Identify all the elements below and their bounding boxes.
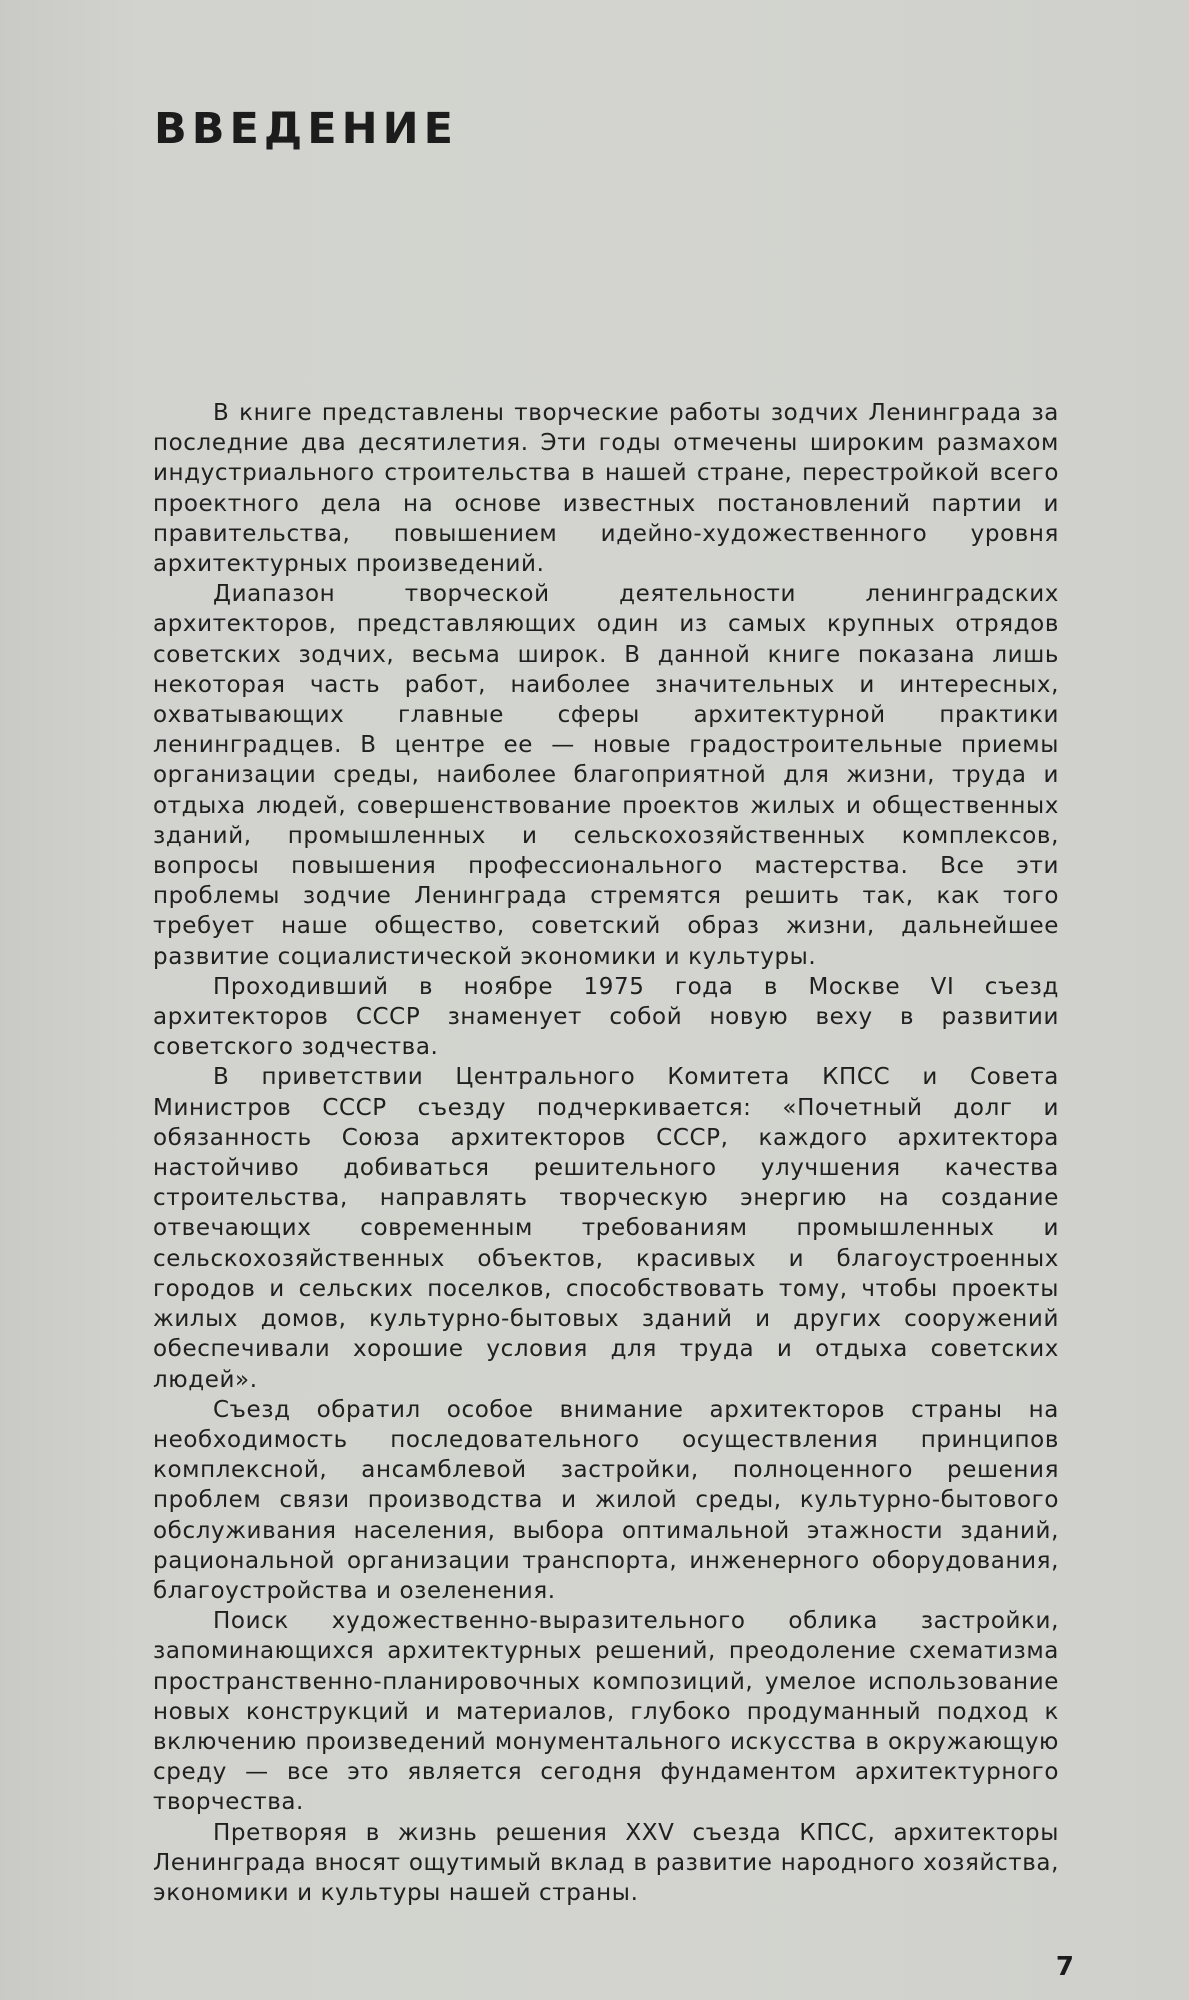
paragraph: В книге представлены творческие работы зодчих Ленинграда за последние два десятилетия. Эти годы отмечены широким размахом индустриального строительства в нашей стране, перестройкой всего проектного дела на основе известных постановлений партии и правительства, повышением идейно-художественного уровня архитектурных произведений. (153, 400, 1059, 578)
paragraph: Поиск художественно-выразительного облика застройки, запоминающихся архитектурных решений, преодоление схематизма пространственно-планировочных композиций, умелое использование новых конструкций и материалов, глубоко продуманный подход к включению произведений монументального искусства в окружающую среду — все это является сегодня фундаментом архитектурного творчества. (153, 1608, 1059, 1816)
paragraph: Диапазон творческой деятельности ленинградских архитекторов, представляющих один из самых крупных отрядов советских зодчих, весьма широк. В данной книге показана лишь некоторая часть работ, наиболее значительных и интересных, охватывающих главные сферы архитектурной практики ленинградцев. В центре ее — новые градостроительные приемы организации среды, наиболее благоприятной для жизни, труда и отдыха людей, совершенствование проектов жилых и общественных зданий, промышленных и сельскохозяйственных комплексов, вопросы повышения профессионального мастерства. Все эти проблемы зодчие Ленинграда стремятся решить так, как того требует наше общество, советский образ жизни, дальнейшее развитие социалистической экономики и культуры. (153, 581, 1059, 970)
body-text (153, 398, 1059, 1908)
chapter-heading: ВВЕДЕНИЕ (154, 104, 458, 154)
paragraph: Съезд обратил особое внимание архитекторов страны на необходимость последовательного осуществления принципов комплексной, ансамблевой застройки, полноценного решения проблем связи производства и жилой среды, культурно-бытового обслуживания населения, выбора оптимальной этажности зданий, рациональной организации транспорта, инженерного оборудования, благоустройства и озеленения. (153, 1396, 1059, 1604)
paragraph: Проходивший в ноябре 1975 года в Москве VI съезд архитекторов СССР знаменует собой новую веху в развитии советского зодчества. (153, 973, 1059, 1061)
paragraph: В приветствии Центрального Комитета КПСС и Совета Министров СССР съезду подчеркивается: «Почетный долг и обязанность Союза архитекторов СССР, каждого архитектора настойчиво добиваться решительного улучшения качества строительства, направлять творческую энергию на создание отвечающих современным требованиям промышленных и сельскохозяйственных объектов, красивых и благоустроенных городов и сельских поселков, способствовать тому, чтобы проекты жилых домов, культурно-бытовых зданий и других сооружений обеспечивали хорошие условия для труда и отдыха советских людей». (153, 1064, 1059, 1393)
page-number: 7 (1055, 1952, 1074, 1982)
paragraph: Претворяя в жизнь решения XXV съезда КПСС, архитекторы Ленинграда вносят ощутимый вклад в развитие народного хозяйства, экономики и культуры нашей страны. (153, 1819, 1059, 1906)
